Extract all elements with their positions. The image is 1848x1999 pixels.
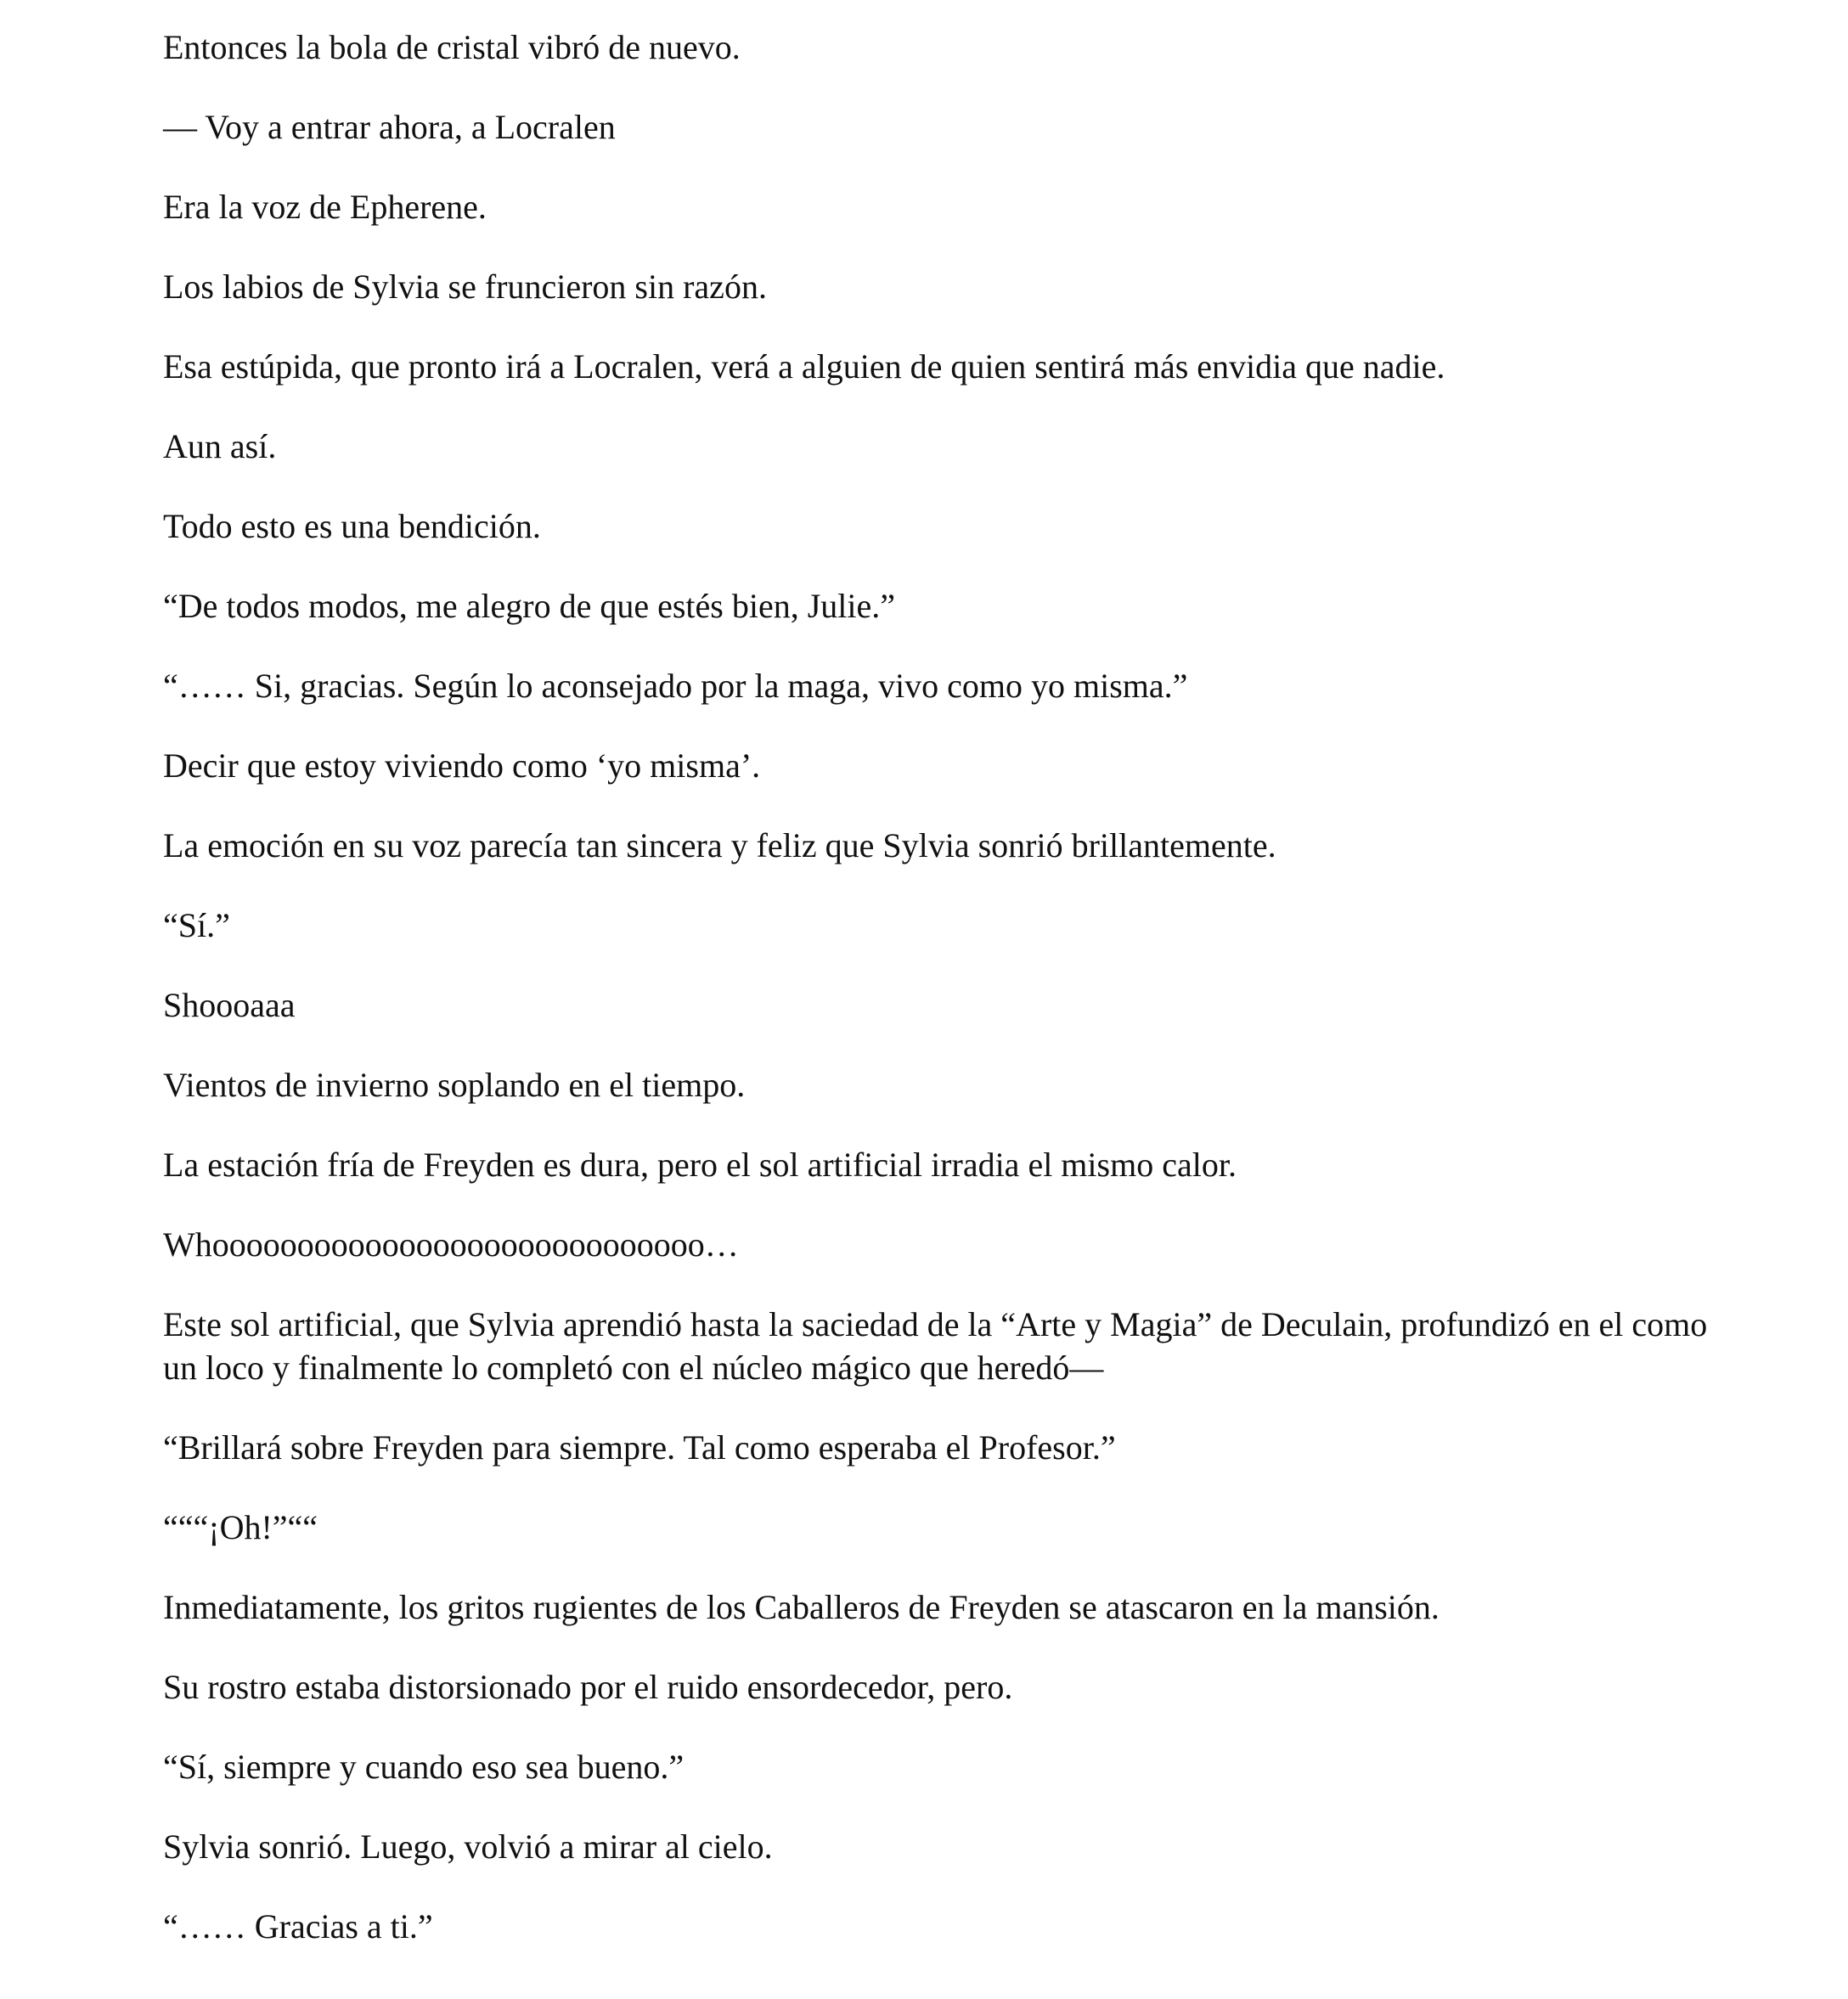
- paragraph: “…… Si, gracias. Según lo aconsejado por la maga, vivo como yo misma.”: [163, 667, 1188, 705]
- paragraph: “Sí.”: [163, 906, 230, 944]
- paragraph: Los labios de Sylvia se fruncieron sin razón.: [163, 267, 767, 306]
- paragraph: Entonces la bola de cristal vibró de nuevo.: [163, 28, 741, 66]
- paragraph: Todo esto es una bendición.: [163, 507, 541, 545]
- paragraph: Sylvia sonrió. Luego, volvió a mirar al cielo.: [163, 1827, 773, 1866]
- paragraph: Whooooooooooooooooooooooooooooo…: [163, 1225, 739, 1264]
- paragraph: Aun así.: [163, 427, 277, 465]
- paragraph: — Voy a entrar ahora, a Locralen: [163, 108, 616, 146]
- paragraph: La emoción en su voz parecía tan sincera y feliz que Sylvia sonrió brillantemente.: [163, 826, 1276, 864]
- paragraph: “De todos modos, me alegro de que estés bien, Julie.”: [163, 587, 895, 625]
- paragraph: Su rostro estaba distorsionado por el ruido ensordecedor, pero.: [163, 1668, 1013, 1706]
- paragraph: “…… Gracias a ti.”: [163, 1907, 433, 1946]
- paragraph: Inmediatamente, los gritos rugientes de los Caballeros de Freyden se atascaron en la mansión.: [163, 1588, 1440, 1626]
- paragraph: “Sí, siempre y cuando eso sea bueno.”: [163, 1748, 685, 1786]
- document-page: [163, 25, 1709, 1985]
- paragraph: “Brillará sobre Freyden para siempre. Tal como esperaba el Profesor.”: [163, 1428, 1116, 1467]
- paragraph: “““¡Oh!”““: [163, 1508, 318, 1546]
- paragraph: La estación fría de Freyden es dura, pero el sol artificial irradia el mismo calor.: [163, 1146, 1237, 1184]
- paragraph: Esa estúpida, que pronto irá a Locralen, verá a alguien de quien sentirá más envidia que nadie.: [163, 347, 1445, 386]
- paragraph: Decir que estoy viviendo como ‘yo misma’.: [163, 746, 761, 785]
- paragraph: Este sol artificial, que Sylvia aprendió hasta la saciedad de la “Arte y Magia” de Deculain, profundizó en el como un loco y finalmente lo completó con el núcleo mágico que heredó—: [163, 1305, 1708, 1387]
- paragraph: Shoooaaa: [163, 986, 296, 1024]
- paragraph: Vientos de invierno soplando en el tiempo.: [163, 1066, 746, 1104]
- paragraph: Era la voz de Epherene.: [163, 188, 487, 226]
